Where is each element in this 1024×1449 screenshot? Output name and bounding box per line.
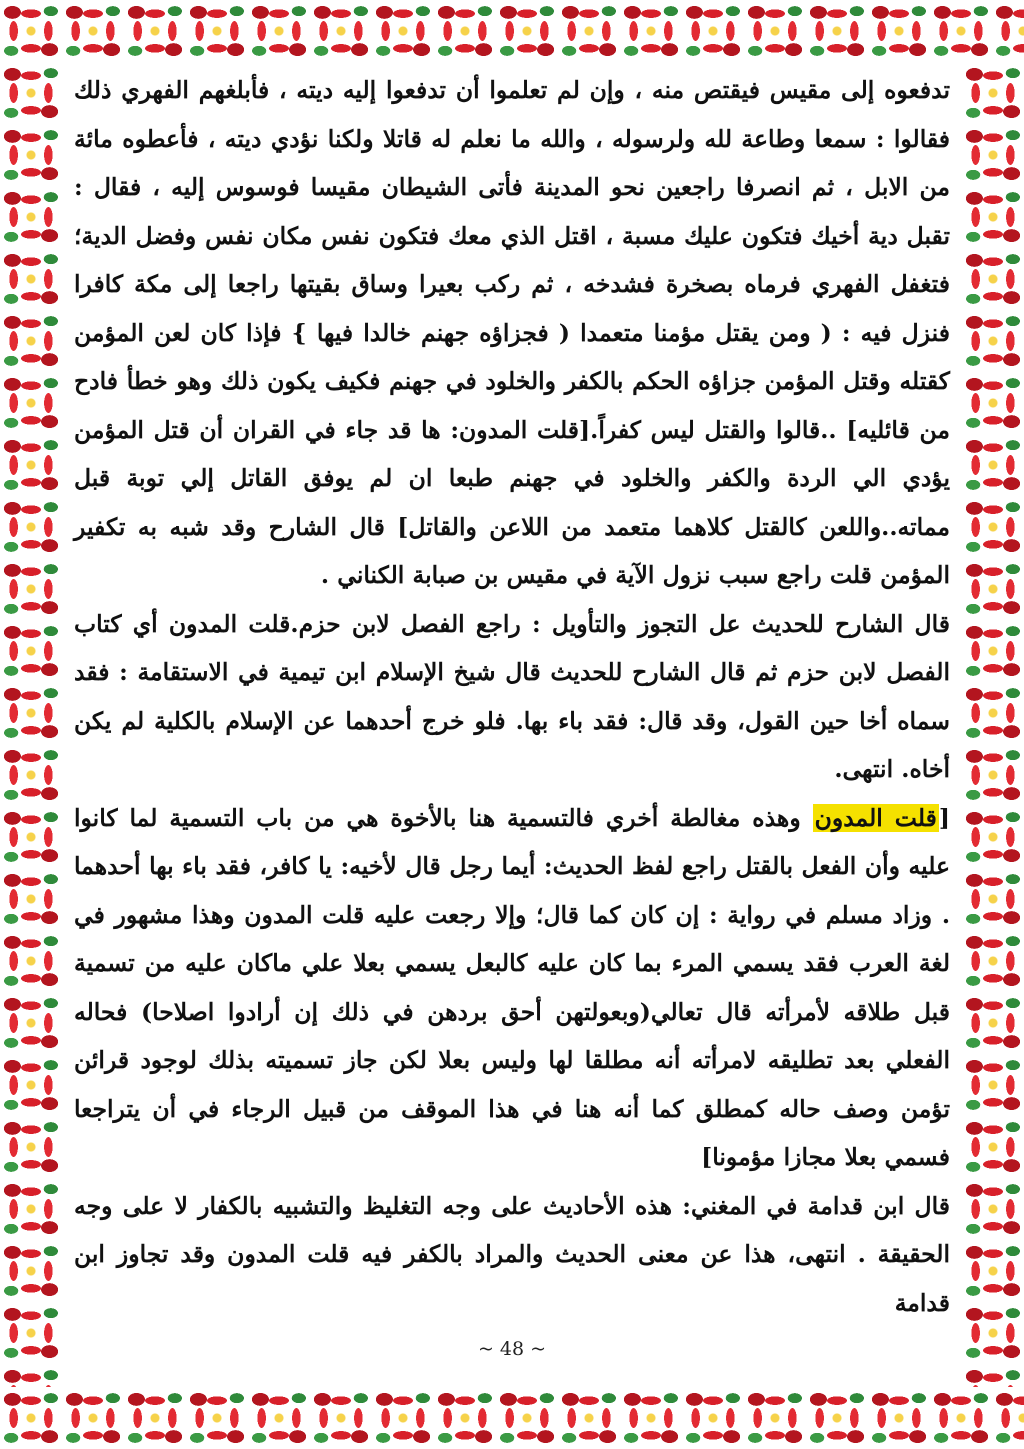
highlighted-phrase: قلت المدون	[814, 803, 937, 832]
page-body	[74, 66, 950, 1316]
poinsettia-border-top	[0, 0, 1024, 62]
paragraph-1: تدفعوه إلى مقيس فيقتص منه ، وإن لم تعلموا أن تدفعوا إليه ديته ، فأبلغهم الفهري ذلك فقالوا : سمعا وطاعة لله ولرسوله ، والله ما نعلم له قاتلا ولكنا نؤدي ديته ، فأعطوه مائة من الابل ، ثم انصرفا راجعين نحو المدينة فأتى الشيطان مقيسا فوسوس إليه ، فقال : تقبل دية أخيك فتكون عليك مسبة ، اقتل الذي معك فتكون نفس مكان نفس وفضل الدية؛ فتغفل الفهري فرماه بصخرة فشدخه ، ثم ركب بعيرا وساق بقيتها راجعا إلى مكة كافرا فنزل فيه : ( ومن يقتل مؤمنا متعمدا ( فجزاؤه جهنم خالدا فيها } فإذا كان لعن المؤمن كقتله وقتل المؤمن جزاؤه الحكم بالكفر والخلود في جهنم فكيف يكون ذلك وهو خطأ فادح من قائليه] ..قالوا والقتل ليس كفراً.[قلت المدون: ها قد جاء في القران أن قتل المؤمن يؤدي الي الردة والكفر والخلود في جهنم طبعا ان لم يوفق القاتل إلي توبة قبل مماته..واللعن كالقتل كلاهما متعمد من اللاعن والقاتل] قال الشارح وقد شبه به تكفير المؤمن قلت راجع سبب نزول الآية في مقيس بن صبابة الكناني .	[74, 76, 950, 589]
paragraph-4: قال ابن قدامة في المغني: هذه الأحاديث على وجه التغليظ والتشبيه بالكفار لا على وجه الحقيقة . انتهى، هذا عن معنى الحديث والمراد بالكفر فيه قلت المدون وقد تجاوز ابن قدامة	[74, 1191, 950, 1317]
poinsettia-border-right	[962, 62, 1024, 1387]
poinsettia-border-left	[0, 62, 62, 1387]
page-number: ~ 48 ~	[477, 1338, 547, 1360]
paragraph-3	[74, 794, 950, 1182]
paragraph-2: قال الشارح للحديث عل التجوز والتأويل : راجع الفصل لابن حزم.قلت المدون أي كتاب الفصل لابن حزم ثم قال الشارح للحديث قال شيخ الإسلام ابن تيمية في الاستقامة : فقد سماه أخا حين القول، وقد قال: فقد باء بها. فلو خرج أحدهما عن الإسلام بالكلية لم يكن أخاه. انتهى.	[74, 609, 950, 783]
opening-bracket: [	[938, 803, 950, 832]
paragraph-3-text: وهذه مغالطة أخري فالتسمية هنا بالأخوة هي من باب التسمية لما كانوا عليه وأن الفعل بالقتل راجع لفظ الحديث: أيما رجل قال لأخيه: يا كافر، فقد باء بها أحدهما . وزاد مسلم في رواية : إن كان كما قال؛ وإلا رجعت عليه قلت المدون وهذا مشهور في لغة العرب فقد يسمي المرء بما كان عليه كالبعل يسمي بعلا علي ماكان عليه من تسمية قبل طلاقه لأمرأته قال تعالي(وبعولتهن أحق بردهن في ذلك إن أرادوا اصلاحا) فحاله الفعلي بعد تطليقه لامرأته أنه مطلقا لها وليس بعلا لكن جاز تسميته بذلك لوجود قرائن تؤمن وصف حاله كمطلق كما أنه هنا في هذا الموقف من قبيل الرجاء في أن يتراجعا فسمي بعلا مجازا مؤمونا]	[74, 803, 950, 1171]
poinsettia-border-bottom	[0, 1387, 1024, 1449]
